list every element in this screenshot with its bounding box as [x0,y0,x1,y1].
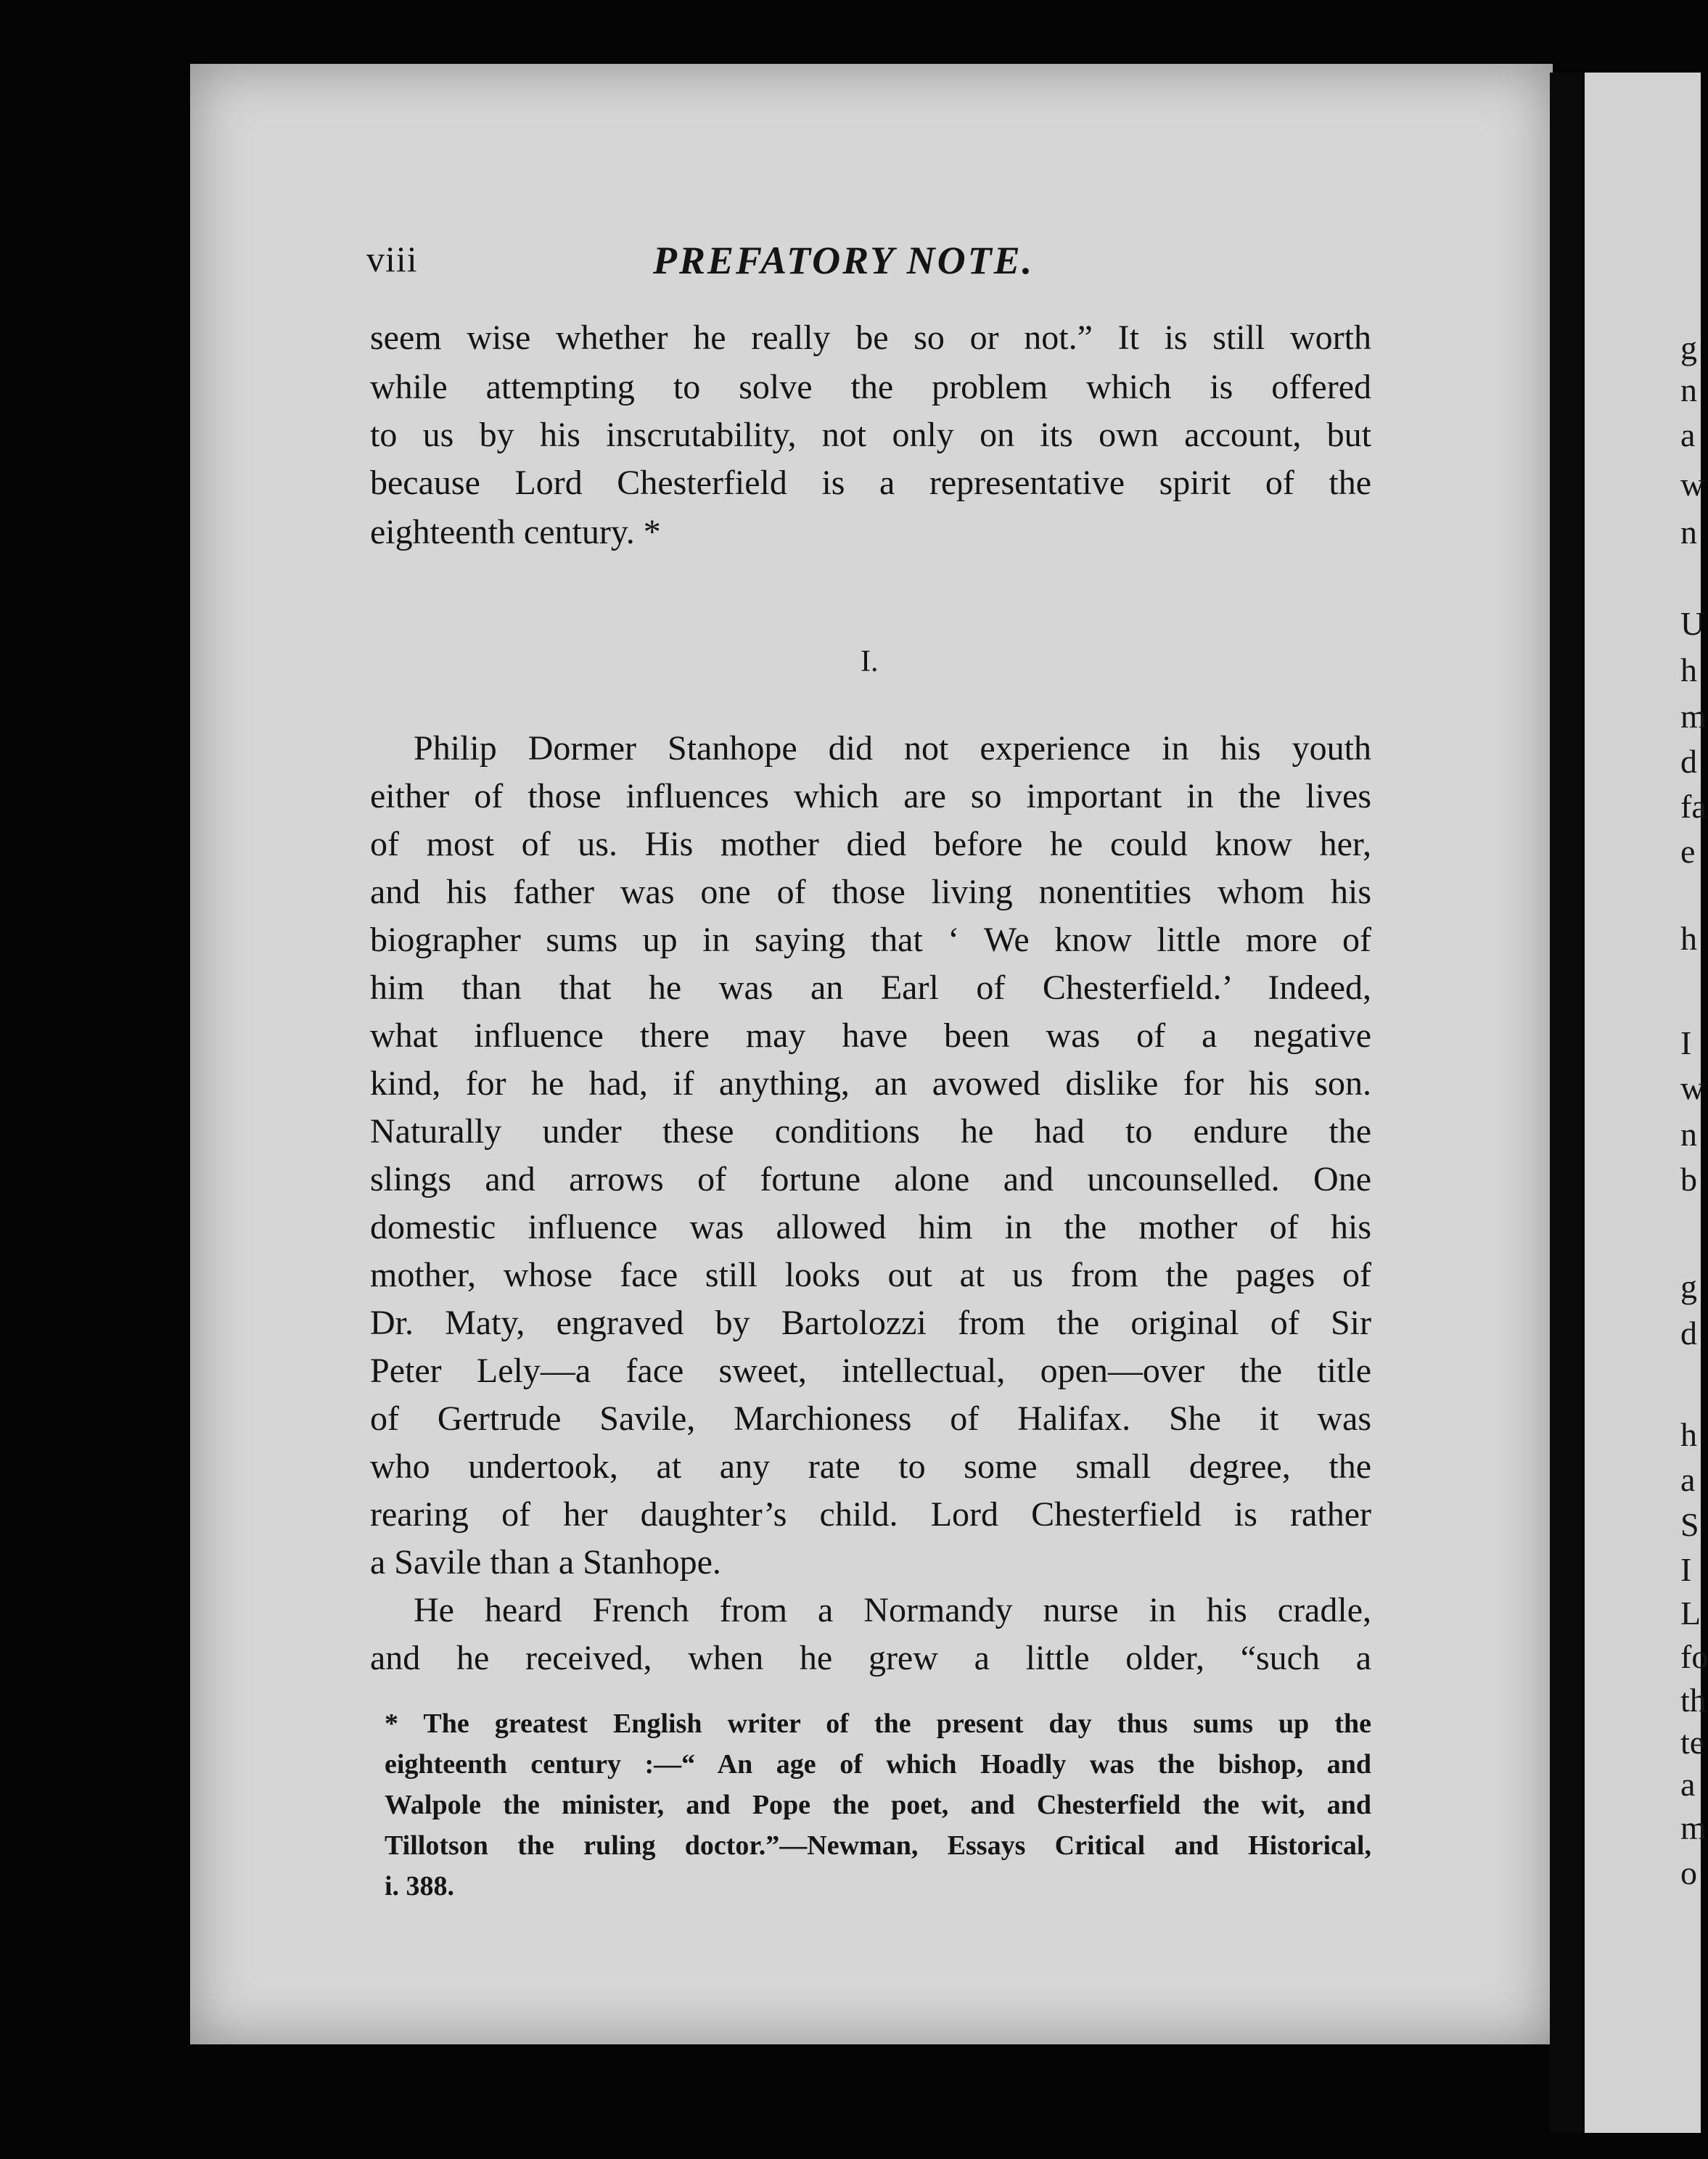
right-page-fragment: o [1680,1854,1697,1891]
right-page-fragment: m [1680,1809,1707,1846]
right-page-fragment: I [1680,1024,1692,1061]
text-line: Philip Dormer Stanhope did not experience in his youth [414,729,1371,768]
section-number: I. [861,645,879,678]
right-page-fragment: w [1680,466,1705,503]
text-line: rearing of her daughter’s child. Lord Chesterfield is rather [370,1495,1371,1534]
right-page-fragment: h [1680,651,1697,688]
text-line: mother, whose face still looks out at us from the pages of [370,1256,1371,1294]
text-line: him than that he was an Earl of Chesterfield.’ Indeed, [370,969,1371,1007]
right-page-fragment: fo [1680,1638,1708,1675]
right-page-fragment: g [1680,1268,1697,1305]
text-line: Dr. Maty, engraved by Bartolozzi from the original of Sir [370,1304,1371,1342]
running-title: PREFATORY NOTE. [653,239,1035,282]
right-page-fragment: te [1680,1724,1705,1761]
page-header [366,238,1375,289]
text-line: to us by his inscrutability, not only on its own account, but [370,416,1371,454]
right-page-fragment: n [1680,1116,1697,1153]
text-line: while attempting to solve the problem which is offered [370,368,1371,406]
right-page-fragment: fa [1680,788,1707,825]
right-page-fragment: e [1680,833,1696,870]
text-line: and his father was one of those living nonentities whom his [370,873,1371,911]
text-line: biographer sums up in saying that ‘ We know little more of [370,921,1371,959]
right-page-fragment: a [1680,1461,1696,1498]
right-page-fragment: h [1680,920,1697,957]
text-line: and he received, when he grew a little older, “such a [370,1639,1371,1677]
book-gutter [1550,73,1585,2133]
right-page-fragment: I [1680,1551,1692,1588]
text-line: either of those influences which are so important in the lives [370,777,1371,815]
text-line: kind, for he had, if anything, an avowed dislike for his son. [370,1064,1371,1103]
text-line: seem wise whether he really be so or not.” It is still worth [370,318,1371,357]
page-number: viii [366,239,418,279]
text-line: Naturally under these conditions he had to endure the [370,1112,1371,1151]
footnote-line: i. 388. [385,1871,455,1901]
right-page-fragment: d [1680,1315,1697,1352]
text-line: domestic influence was allowed him in the mother of his [370,1208,1371,1246]
text-line: because Lord Chesterfield is a representative spirit of the [370,464,1371,502]
right-page-fragment: b [1680,1161,1697,1198]
footnote-line: * The greatest English writer of the present day thus sums up the [385,1708,1371,1739]
text-line: what influence there may have been was of a negative [370,1016,1371,1055]
text-line: of Gertrude Savile, Marchioness of Halifax. She it was [370,1399,1371,1438]
right-page-fragment: d [1680,743,1697,780]
text-line: slings and arrows of fortune alone and uncounselled. One [370,1160,1371,1198]
text-line: a Savile than a Stanhope. [370,1543,721,1582]
text-line: He heard French from a Normandy nurse in his cradle, [414,1591,1371,1629]
right-page-fragment: U [1680,605,1705,642]
right-page-fragment: g [1680,329,1697,366]
right-page-fragment: n [1680,371,1697,408]
right-page-fragment: a [1680,1766,1696,1803]
text-line: who undertook, at any rate to some small degree, the [370,1447,1371,1486]
right-page-fragment: a [1680,416,1696,453]
text-line: of most of us. His mother died before he could know her, [370,825,1371,863]
right-page-fragment: L [1680,1595,1701,1632]
footnote-line: eighteenth century :—“ An age of which Hoadly was the bishop, and [385,1749,1371,1780]
right-page-fragment: w [1680,1069,1705,1106]
right-page-fragment: m [1680,698,1707,735]
text-line: Peter Lely—a face sweet, intellectual, open—over the title [370,1352,1371,1390]
right-page-fragment: S [1680,1506,1699,1543]
right-page-fragment: n [1680,514,1697,551]
right-page-fragment: th [1680,1682,1707,1719]
text-line: eighteenth century. * [370,513,661,551]
footnote-line: Walpole the minister, and Pope the poet, and Chesterfield the wit, and [385,1790,1371,1820]
right-page-fragment: h [1680,1416,1697,1453]
footnote-line: Tillotson the ruling doctor.”—Newman, Essays Critical and Historical, [385,1830,1371,1861]
